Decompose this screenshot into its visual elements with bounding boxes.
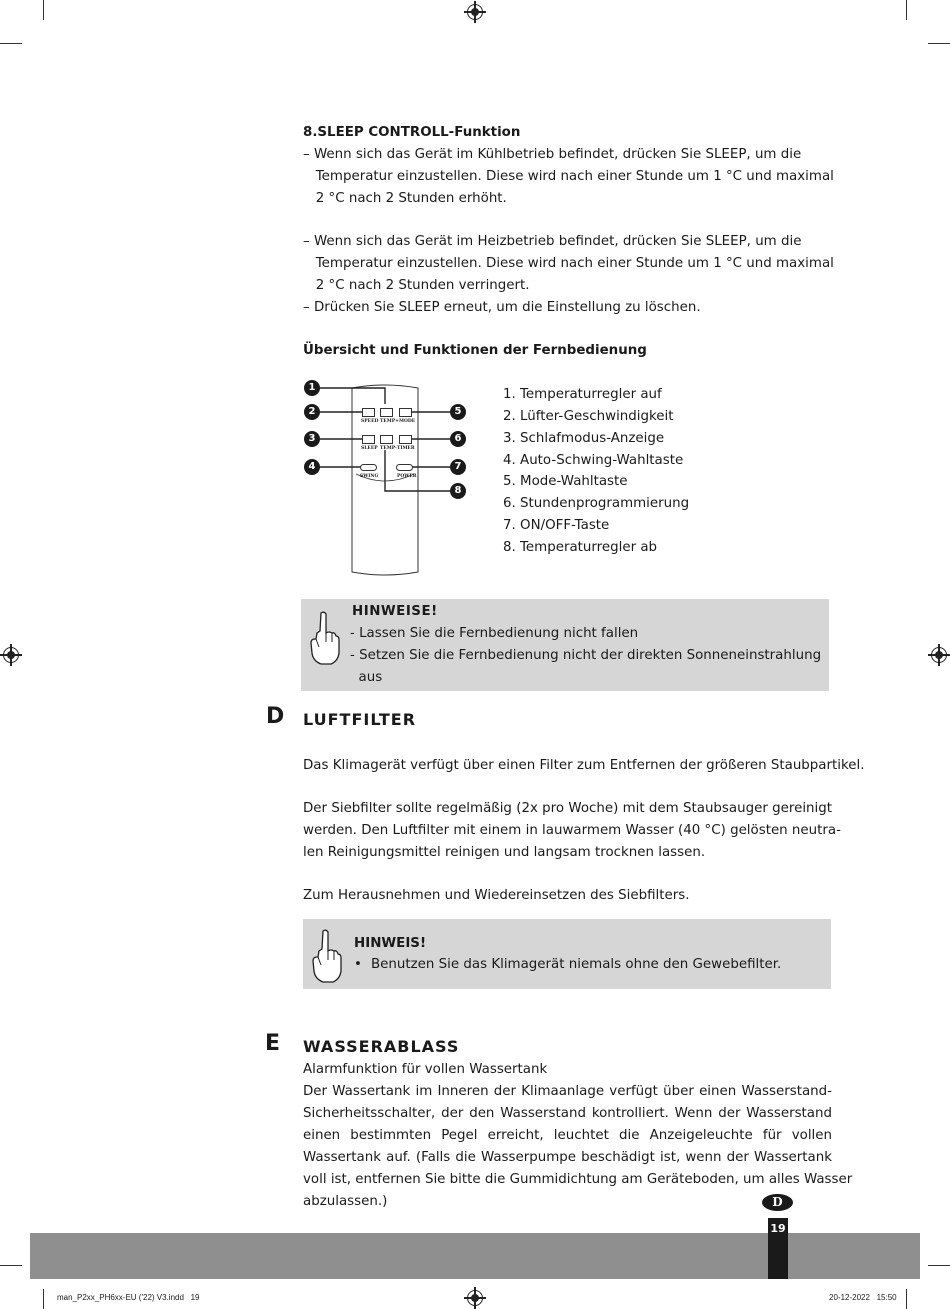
crop-mark bbox=[0, 1265, 22, 1266]
callout-2: 2 bbox=[304, 404, 320, 420]
power-button bbox=[396, 464, 413, 471]
sleep-text-line: – Wenn sich das Gerät im Kühlbetrieb befindet, drücken Sie SLEEP, um die bbox=[303, 147, 802, 162]
sleep-text-line: Temperatur einzustellen. Diese wird nach einer Stunde um 1 °C und maximal bbox=[303, 256, 834, 271]
crop-mark bbox=[43, 0, 44, 20]
paragraph-line: Wassertank auf. (Falls die Wasserpumpe beschädigt ist, wenn der Wassertank bbox=[303, 1150, 832, 1165]
button-label: SLEEP bbox=[361, 446, 378, 451]
sleep-text-line: 2 °C nach 2 Stunden erhöht. bbox=[303, 191, 507, 206]
note-text-line: Benutzen Sie das Klimagerät niemals ohne den Gewebefilter. bbox=[371, 957, 782, 972]
button-label: SPEED bbox=[361, 419, 379, 424]
paragraph-line: werden. Den Luftfilter mit einem in lauwarmem Wasser (40 °C) gelösten neutra- bbox=[303, 823, 841, 838]
callout-1: 1 bbox=[304, 380, 320, 396]
registration-mark-icon bbox=[467, 1290, 483, 1306]
remote-list-item: 5. Mode-Wahltaste bbox=[503, 474, 628, 489]
paragraph-line: Der Wassertank im Inneren der Klimaanlage verfügt über einen Wasserstand- bbox=[303, 1084, 832, 1099]
button-label: TEMP- bbox=[380, 446, 397, 451]
note-title: HINWEIS! bbox=[354, 936, 427, 951]
section-subtitle: Alarmfunktion für vollen Wassertank bbox=[303, 1062, 548, 1077]
paragraph: Das Klimagerät verfügt über einen Filter zum Entfernen der größeren Staubpartikel. bbox=[303, 758, 865, 773]
paragraph: Zum Herausnehmen und Wiedereinsetzen des Siebfilters. bbox=[303, 888, 690, 903]
paragraph-line: Sicherheitsschalter, der den Wasserstand kontrolliert. Wenn der Wasserstand bbox=[303, 1106, 832, 1121]
section-letter: D bbox=[266, 704, 285, 729]
crop-mark bbox=[906, 1289, 907, 1309]
section-title: WASSERABLASS bbox=[303, 1037, 460, 1056]
paragraph-line: len Reinigungsmittel reinigen und langsam trocknen lassen. bbox=[303, 845, 706, 860]
note-box bbox=[303, 919, 831, 989]
section-title: LUFTFILTER bbox=[303, 710, 417, 729]
section-letter: E bbox=[265, 1031, 281, 1056]
crop-mark bbox=[928, 1265, 950, 1266]
pointing-hand-icon bbox=[309, 927, 343, 985]
sleep-text-line: – Drücken Sie SLEEP erneut, um die Einstellung zu löschen. bbox=[303, 300, 701, 315]
note-text-line: - Lassen Sie die Fernbedienung nicht fallen bbox=[350, 626, 639, 641]
sleep-button bbox=[362, 435, 375, 444]
temp-plus-button bbox=[380, 408, 393, 417]
crop-mark bbox=[43, 1289, 44, 1309]
remote-list-item: 4. Auto-Schwing-Wahltaste bbox=[503, 453, 684, 468]
callout-6: 6 bbox=[450, 431, 466, 447]
callout-5: 5 bbox=[450, 404, 466, 420]
crop-mark bbox=[928, 43, 950, 44]
speed-button bbox=[362, 408, 375, 417]
crop-mark bbox=[906, 0, 907, 20]
paragraph-line: Der Siebfilter sollte regelmäßig (2x pro Woche) mit dem Staubsauger gereinigt bbox=[303, 801, 832, 816]
bullet: • bbox=[354, 957, 362, 972]
remote-heading: Übersicht und Funktionen der Fernbedienung bbox=[303, 343, 647, 358]
mode-button bbox=[399, 408, 412, 417]
callout-7: 7 bbox=[450, 459, 466, 475]
callout-3: 3 bbox=[304, 431, 320, 447]
note-text-line: aus bbox=[350, 670, 383, 685]
remote-list-item: 3. Schlafmodus-Anzeige bbox=[503, 431, 665, 446]
note-text-line: - Setzen Sie die Fernbedienung nicht der direkten Sonneneinstrahlung bbox=[350, 648, 822, 663]
remote-list-item: 8. Temperaturregler ab bbox=[503, 540, 658, 555]
note-box bbox=[301, 599, 829, 691]
file-info: man_P2xx_PH6xx-EU ('22) V3.indd 19 bbox=[57, 1293, 200, 1302]
swing-button bbox=[360, 464, 377, 471]
sleep-heading: 8.SLEEP CONTROLL-Funktion bbox=[303, 125, 521, 140]
sleep-text-line: 2 °C nach 2 Stunden verringert. bbox=[303, 278, 530, 293]
date-info: 20-12-2022 15:50 bbox=[829, 1293, 897, 1302]
registration-mark-icon bbox=[467, 4, 483, 20]
callout-4: 4 bbox=[304, 459, 320, 475]
remote-list-item: 7. ON/OFF-Taste bbox=[503, 518, 610, 533]
sleep-text-line: Temperatur einzustellen. Diese wird nach einer Stunde um 1 °C und maximal bbox=[303, 169, 834, 184]
paragraph-line: einen bestimmten Pegel erreicht, leuchtet die Anzeigeleuchte für vollen bbox=[303, 1128, 832, 1143]
remote-control-illustration bbox=[300, 378, 480, 583]
page-number: 19 bbox=[770, 1222, 786, 1235]
language-badge: D bbox=[762, 1194, 793, 1211]
button-label: POWER bbox=[397, 474, 417, 479]
remote-list-item: 2. Lüfter-Geschwindigkeit bbox=[503, 409, 674, 424]
paragraph-line: abzulassen.) bbox=[303, 1194, 388, 1209]
pointing-hand-icon bbox=[307, 609, 341, 667]
registration-mark-icon bbox=[931, 647, 947, 663]
paragraph-line: voll ist, entfernen Sie bitte die Gummidichtung am Geräteboden, um alles Wasser bbox=[303, 1172, 853, 1187]
callout-8: 8 bbox=[450, 483, 466, 499]
note-title: HINWEISE! bbox=[352, 604, 438, 619]
remote-list-item: 6. Stundenprogrammierung bbox=[503, 496, 690, 511]
button-label: SWING bbox=[360, 474, 379, 479]
temp-minus-button bbox=[380, 435, 393, 444]
remote-list-item: 1. Temperaturregler auf bbox=[503, 387, 662, 402]
registration-mark-icon bbox=[3, 647, 19, 663]
sleep-text-line: – Wenn sich das Gerät im Heizbetrieb befindet, drücken Sie SLEEP, um die bbox=[303, 234, 802, 249]
crop-mark bbox=[0, 43, 22, 44]
button-label: TIMER bbox=[397, 446, 415, 451]
button-label: TEMP+ bbox=[380, 419, 399, 424]
timer-button bbox=[399, 435, 412, 444]
button-label: MODE bbox=[399, 419, 416, 424]
